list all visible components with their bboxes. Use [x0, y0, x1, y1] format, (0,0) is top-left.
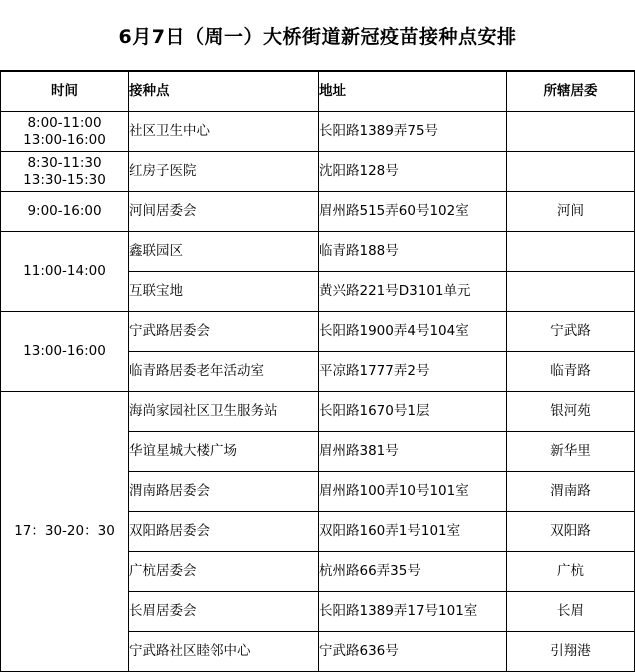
address-cell: 眉州路100弄10号101室 — [319, 472, 507, 512]
time-cell: 17：30-20：30 — [1, 392, 129, 672]
community-cell: 宁武路 — [507, 312, 635, 352]
community-cell: 引翔港 — [507, 632, 635, 672]
community-cell: 新华里 — [507, 432, 635, 472]
time-line: 13:00-16:00 — [23, 131, 106, 148]
site-cell: 广杭居委会 — [129, 552, 319, 592]
address-cell: 临青路188号 — [319, 232, 507, 272]
time-cell: 11:00-14:00 — [1, 232, 129, 312]
site-cell: 宁武路社区睦邻中心 — [129, 632, 319, 672]
address-cell: 长阳路1389弄75号 — [319, 112, 507, 152]
time-cell: 13:00-16:00 — [1, 312, 129, 392]
community-cell: 双阳路 — [507, 512, 635, 552]
site-cell: 双阳路居委会 — [129, 512, 319, 552]
address-cell: 长阳路1389弄17号101室 — [319, 592, 507, 632]
table-row — [1, 232, 635, 272]
address-cell: 眉州路515弄60号102室 — [319, 192, 507, 232]
vaccination-schedule-table — [0, 70, 635, 672]
header-time: 时间 — [1, 71, 129, 112]
address-cell: 黄兴路221号D3101单元 — [319, 272, 507, 312]
time-cell: 9:00-16:00 — [1, 192, 129, 232]
community-cell: 广杭 — [507, 552, 635, 592]
table-header-row — [1, 71, 635, 112]
site-cell: 临青路居委老年活动室 — [129, 352, 319, 392]
page-title: 6月7日（周一）大桥街道新冠疫苗接种点安排 — [118, 25, 517, 48]
site-cell: 渭南路居委会 — [129, 472, 319, 512]
address-cell: 沈阳路128号 — [319, 152, 507, 192]
table-row — [1, 112, 635, 152]
community-cell — [507, 112, 635, 152]
site-cell: 鑫联园区 — [129, 232, 319, 272]
site-cell: 海尚家园社区卫生服务站 — [129, 392, 319, 432]
time-line: 13:30-15:30 — [23, 171, 106, 188]
address-cell: 长阳路1670号1层 — [319, 392, 507, 432]
community-cell: 临青路 — [507, 352, 635, 392]
community-cell — [507, 232, 635, 272]
header-community: 所辖居委 — [507, 71, 635, 112]
table-row — [1, 192, 635, 232]
community-cell: 渭南路 — [507, 472, 635, 512]
table-row — [1, 312, 635, 352]
community-cell — [507, 152, 635, 192]
community-cell: 长眉 — [507, 592, 635, 632]
site-cell: 社区卫生中心 — [129, 112, 319, 152]
site-cell: 宁武路居委会 — [129, 312, 319, 352]
table-row — [1, 392, 635, 432]
header-site: 接种点 — [129, 71, 319, 112]
site-cell: 红房子医院 — [129, 152, 319, 192]
address-cell: 平凉路1777弄2号 — [319, 352, 507, 392]
site-cell: 长眉居委会 — [129, 592, 319, 632]
address-cell: 眉州路381号 — [319, 432, 507, 472]
site-cell: 互联宝地 — [129, 272, 319, 312]
site-cell: 华谊星城大楼广场 — [129, 432, 319, 472]
community-cell: 河间 — [507, 192, 635, 232]
header-address: 地址 — [319, 71, 507, 112]
time-line: 8:00-11:00 — [27, 114, 102, 131]
community-cell — [507, 272, 635, 312]
address-cell: 杭州路66弄35号 — [319, 552, 507, 592]
time-cell — [1, 112, 129, 152]
address-cell: 长阳路1900弄4号104室 — [319, 312, 507, 352]
time-line: 8:30-11:30 — [27, 154, 102, 171]
address-cell: 双阳路160弄1号101室 — [319, 512, 507, 552]
time-cell — [1, 152, 129, 192]
site-cell: 河间居委会 — [129, 192, 319, 232]
address-cell: 宁武路636号 — [319, 632, 507, 672]
table-row — [1, 152, 635, 192]
community-cell: 银河苑 — [507, 392, 635, 432]
